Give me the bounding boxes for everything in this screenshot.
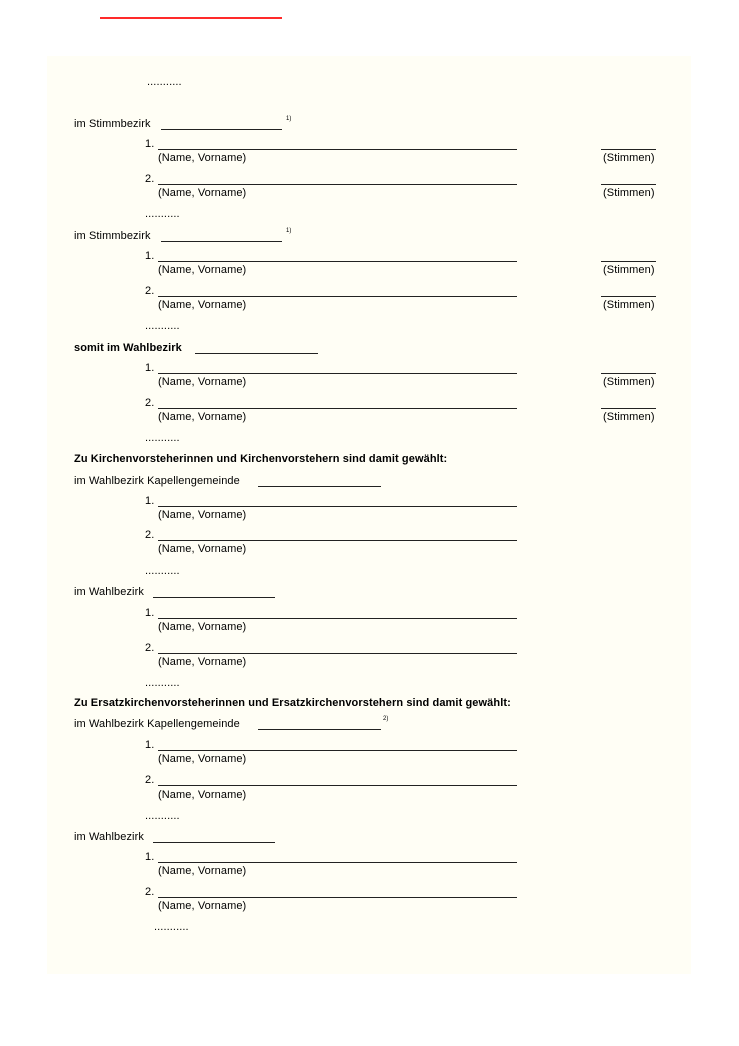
ellipsis: ........... <box>145 208 180 220</box>
candidate-name-field[interactable] <box>158 618 517 619</box>
candidate-number: 2. <box>145 397 155 409</box>
votes-field[interactable] <box>601 408 656 409</box>
candidate-number: 2. <box>145 529 155 541</box>
candidate-name-field[interactable] <box>158 184 517 185</box>
stimmbezirk-name-field[interactable] <box>161 129 282 130</box>
votes-field[interactable] <box>601 149 656 150</box>
kapellengemeinde-name-field[interactable] <box>258 729 381 730</box>
footnote-marker: 1) <box>286 228 292 234</box>
name-hint: (Name, Vorname) <box>158 656 247 668</box>
wahlbezirk-label: im Wahlbezirk <box>74 831 144 843</box>
substitute-heading: Zu Ersatzkirchenvorsteherinnen und Ersatzkirchenvorstehern sind damit gewählt: <box>74 697 511 709</box>
votes-hint: (Stimmen) <box>603 152 655 164</box>
votes-hint: (Stimmen) <box>603 299 655 311</box>
name-hint: (Name, Vorname) <box>158 509 247 521</box>
votes-field[interactable] <box>601 261 656 262</box>
candidate-name-field[interactable] <box>158 373 517 374</box>
name-hint: (Name, Vorname) <box>158 264 247 276</box>
ellipsis: ........... <box>145 320 180 332</box>
votes-field[interactable] <box>601 184 656 185</box>
candidate-name-field[interactable] <box>158 149 517 150</box>
candidate-number: 1. <box>145 495 155 507</box>
elected-heading: Zu Kirchenvorsteherinnen und Kirchenvorstehern sind damit gewählt: <box>74 453 448 465</box>
candidate-name-field[interactable] <box>158 296 517 297</box>
name-hint: (Name, Vorname) <box>158 865 247 877</box>
name-hint: (Name, Vorname) <box>158 299 247 311</box>
name-hint: (Name, Vorname) <box>158 376 247 388</box>
votes-field[interactable] <box>601 373 656 374</box>
name-hint: (Name, Vorname) <box>158 900 247 912</box>
candidate-name-field[interactable] <box>158 408 517 409</box>
candidate-number: 2. <box>145 886 155 898</box>
candidate-number: 2. <box>145 774 155 786</box>
votes-hint: (Stimmen) <box>603 376 655 388</box>
wahlbezirk-label: im Wahlbezirk <box>74 586 144 598</box>
stimmbezirk-name-field[interactable] <box>161 241 282 242</box>
wahlbezirk-name-field[interactable] <box>153 597 275 598</box>
name-hint: (Name, Vorname) <box>158 543 247 555</box>
candidate-name-field[interactable] <box>158 897 517 898</box>
name-hint: (Name, Vorname) <box>158 621 247 633</box>
candidate-number: 2. <box>145 642 155 654</box>
wahlbezirk-name-field[interactable] <box>195 353 318 354</box>
ellipsis: ........... <box>145 810 180 822</box>
ellipsis: ........... <box>147 76 182 88</box>
stimmbezirk-label: im Stimmbezirk <box>74 118 151 130</box>
candidate-number: 1. <box>145 138 155 150</box>
name-hint: (Name, Vorname) <box>158 789 247 801</box>
name-hint: (Name, Vorname) <box>158 152 247 164</box>
name-hint: (Name, Vorname) <box>158 753 247 765</box>
candidate-name-field[interactable] <box>158 862 517 863</box>
candidate-name-field[interactable] <box>158 653 517 654</box>
wahlbezirk-total-label: somit im Wahlbezirk <box>74 342 182 354</box>
ellipsis: ........... <box>145 432 180 444</box>
candidate-name-field[interactable] <box>158 750 517 751</box>
candidate-name-field[interactable] <box>158 506 517 507</box>
header-red-line <box>100 17 282 19</box>
candidate-name-field[interactable] <box>158 540 517 541</box>
votes-field[interactable] <box>601 296 656 297</box>
wahlbezirk-name-field[interactable] <box>153 842 275 843</box>
candidate-number: 1. <box>145 607 155 619</box>
ellipsis: ........... <box>145 677 180 689</box>
candidate-number: 1. <box>145 851 155 863</box>
name-hint: (Name, Vorname) <box>158 187 247 199</box>
candidate-number: 1. <box>145 739 155 751</box>
votes-hint: (Stimmen) <box>603 264 655 276</box>
kapellengemeinde-label: im Wahlbezirk Kapellengemeinde <box>74 718 240 730</box>
candidate-number: 2. <box>145 173 155 185</box>
candidate-number: 2. <box>145 285 155 297</box>
kapellengemeinde-name-field[interactable] <box>258 486 381 487</box>
ellipsis: ........... <box>154 921 189 933</box>
footnote-marker: 1) <box>286 116 292 122</box>
votes-hint: (Stimmen) <box>603 187 655 199</box>
ballot-result-page <box>47 56 691 974</box>
stimmbezirk-label: im Stimmbezirk <box>74 230 151 242</box>
candidate-name-field[interactable] <box>158 261 517 262</box>
votes-hint: (Stimmen) <box>603 411 655 423</box>
candidate-number: 1. <box>145 362 155 374</box>
ellipsis: ........... <box>145 565 180 577</box>
name-hint: (Name, Vorname) <box>158 411 247 423</box>
footnote-marker: 2) <box>383 716 389 722</box>
candidate-name-field[interactable] <box>158 785 517 786</box>
candidate-number: 1. <box>145 250 155 262</box>
kapellengemeinde-label: im Wahlbezirk Kapellengemeinde <box>74 475 240 487</box>
